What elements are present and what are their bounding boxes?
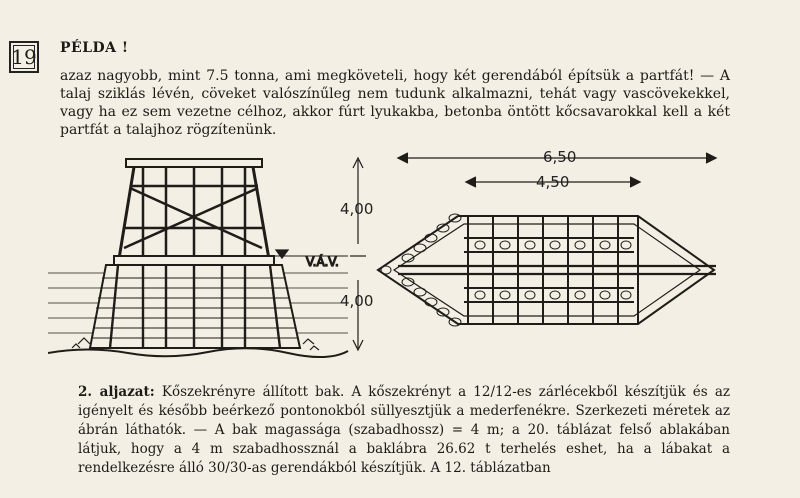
section-text: Kőszekrényre állított bak. A kőszekrényt a 12/12-es zárlécekből készítjük és az igényelt és később beérkező pontonokból süllyesztjük a mederfenékre. Szerkezeti méretek az ábrán láthatók. — A bak magassága (szabadhossz) = 4 m; a 20. táblázat felső ablakában látjuk, hogy a 4 m szabadhossznál a baklábra 26.62 t terhelés eshet, ha a lábakat a rendelkezésre álló 30/30-as gerendákból készítjük. A 12. táblázatban bbox=[78, 384, 730, 476]
water-level-label: V.Á.V. bbox=[306, 255, 339, 269]
page-number: 19 bbox=[9, 41, 39, 73]
height-below-label: 4,00 bbox=[340, 292, 374, 310]
height-above-label: 4,00 bbox=[340, 200, 374, 218]
length-inner-label: 4,50 bbox=[536, 173, 570, 191]
example-heading: PÉLDA ! bbox=[60, 40, 129, 56]
intro-paragraph: azaz nagyobb, mint 7.5 tonna, ami megköveteli, hogy két gerendából építsük a partfát! — A talaj sziklás lévén, cöveket valószínűleg nem tudunk alkalmazni, tehát vagy vascövekekkel, vagy ha ez sem vezetne célhoz, akkor fúrt lyukakba, betonba öntött kőcsavarokkal kell a két partfát a talajhoz rögzítenünk. bbox=[60, 68, 730, 138]
crib-trestle-figure bbox=[48, 148, 728, 373]
length-total-label: 6,50 bbox=[543, 148, 577, 166]
section-label: 2. aljazat: bbox=[78, 384, 155, 400]
side-elevation-drawing bbox=[48, 158, 366, 357]
section-paragraph bbox=[78, 383, 730, 478]
